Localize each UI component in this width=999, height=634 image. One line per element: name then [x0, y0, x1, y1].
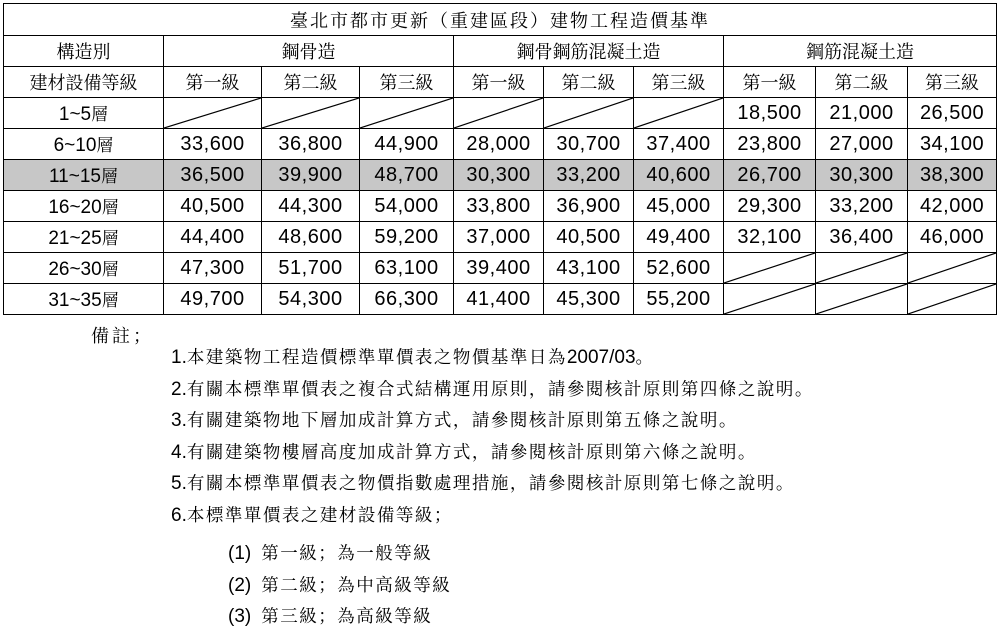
structure-steel: 鋼骨造	[164, 36, 454, 67]
price-cell: 37,400	[634, 129, 724, 160]
floor-suffix: 層	[100, 167, 118, 187]
price-cell: 41,400	[454, 284, 544, 315]
price-cell: 47,300	[164, 253, 262, 284]
floor-suffix: 層	[101, 260, 119, 280]
price-cell: 59,200	[360, 222, 454, 253]
note-text: 本建築物工程造價標準單價表之物價基準日為	[186, 348, 567, 368]
grade-header-cell: 第二級	[262, 67, 360, 98]
grade-definition-item	[228, 603, 432, 628]
floor-range-number: 31~35	[48, 290, 102, 311]
note-item	[171, 376, 814, 401]
grade-header-cell: 第三級	[360, 67, 454, 98]
grade-header-label: 建材設備等級	[4, 67, 164, 98]
note-number: 3.	[171, 410, 187, 431]
price-cell: 40,500	[544, 222, 634, 253]
structure-rc: 鋼筋混凝土造	[724, 36, 997, 67]
floor-range-number: 16~20	[48, 197, 102, 218]
price-cell: 45,000	[634, 191, 724, 222]
grade-header-cell: 第二級	[544, 67, 634, 98]
sub-item-text: 第二級；為中高級等級	[261, 575, 452, 596]
sub-item-number: (3)	[228, 606, 252, 627]
price-cell: 38,300	[908, 160, 997, 191]
price-cell: 49,700	[164, 284, 262, 315]
note-number: 4.	[171, 441, 187, 463]
note-text: 有關本標準單價表之複合式結構運用原則，請參閱核計原則第四條之說明。	[186, 379, 814, 400]
note-item	[171, 502, 453, 527]
price-cell: 51,700	[262, 253, 360, 284]
note-number: 1.	[171, 347, 187, 368]
notes-heading: 備註；	[91, 326, 154, 347]
floor-range-number: 1~5	[58, 104, 92, 125]
price-cell: 37,000	[454, 222, 544, 253]
floor-suffix: 層	[101, 291, 119, 311]
grade-header-cell: 第三級	[908, 67, 997, 98]
price-cell: 33,800	[454, 191, 544, 222]
price-cell: 44,900	[360, 129, 454, 160]
price-cell: 30,300	[816, 160, 908, 191]
sub-item-number: (2)	[228, 574, 252, 596]
price-cell: 27,000	[816, 129, 908, 160]
sub-item-number: (1)	[228, 543, 252, 564]
price-cell: 54,300	[262, 284, 360, 315]
note-text: 有關建築物樓層高度加成計算方式，請參閱核計原則第六條之說明。	[186, 442, 757, 463]
note-text: 。	[635, 348, 655, 368]
price-cell: 36,500	[164, 160, 262, 191]
grade-definition-item	[228, 572, 451, 597]
floor-range-number: 6~10	[53, 135, 97, 156]
floor-suffix: 層	[96, 136, 114, 156]
price-cell: 32,100	[724, 222, 816, 253]
floor-suffix: 層	[101, 229, 119, 249]
grade-definition-item	[228, 540, 432, 565]
price-cell: 28,000	[454, 129, 544, 160]
price-cell: 48,600	[262, 222, 360, 253]
price-cell: 49,400	[634, 222, 724, 253]
price-cell: 21,000	[816, 98, 908, 129]
note-text: 有關建築物地下層加成計算方式，請參閱核計原則第五條之說明。	[186, 411, 738, 431]
price-cell: 63,100	[360, 253, 454, 284]
price-cell: 29,300	[724, 191, 816, 222]
price-cell: 36,900	[544, 191, 634, 222]
price-cell: 52,600	[634, 253, 724, 284]
note-number: 6.	[171, 504, 187, 526]
sub-item-text: 第一級；為一般等級	[261, 544, 433, 564]
price-cell: 30,300	[454, 160, 544, 191]
price-cell: 18,500	[724, 98, 816, 129]
floor-range-number: 26~30	[48, 259, 102, 280]
price-cell: 33,200	[816, 191, 908, 222]
price-cell: 45,300	[544, 284, 634, 315]
price-cell: 33,200	[544, 160, 634, 191]
note-text: 2007/03	[566, 347, 636, 368]
structure-header-label: 構造別	[4, 36, 164, 67]
price-cell: 44,400	[164, 222, 262, 253]
price-cell: 54,000	[360, 191, 454, 222]
note-item	[171, 344, 655, 369]
price-cell: 55,200	[634, 284, 724, 315]
note-text: 有關本標準單價表之物價指數處理措施，請參閱核計原則第七條之說明。	[186, 474, 795, 494]
structure-src: 鋼骨鋼筋混凝土造	[454, 36, 724, 67]
note-text: 本標準單價表之建材設備等級；	[186, 505, 453, 526]
price-cell: 36,400	[816, 222, 908, 253]
price-cell: 66,300	[360, 284, 454, 315]
note-item	[171, 439, 757, 464]
note-number: 5.	[171, 473, 187, 494]
note-number: 2.	[171, 378, 187, 400]
price-cell: 26,700	[724, 160, 816, 191]
grade-header-cell: 第二級	[816, 67, 908, 98]
price-cell: 48,700	[360, 160, 454, 191]
floor-range-number: 21~25	[48, 228, 102, 249]
price-cell: 42,000	[908, 191, 997, 222]
price-cell: 39,900	[262, 160, 360, 191]
grade-header-cell: 第一級	[164, 67, 262, 98]
price-cell: 30,700	[544, 129, 634, 160]
price-cell: 39,400	[454, 253, 544, 284]
note-item	[171, 470, 795, 495]
grade-header-cell: 第一級	[454, 67, 544, 98]
price-cell: 33,600	[164, 129, 262, 160]
table-title: 臺北市都市更新（重建區段）建物工程造價基準	[4, 4, 997, 36]
price-cell: 44,300	[262, 191, 360, 222]
price-cell: 46,000	[908, 222, 997, 253]
sub-item-text: 第三級；為高級等級	[261, 607, 433, 627]
floor-range-number: 11~15	[49, 166, 101, 187]
price-cell: 26,500	[908, 98, 997, 129]
price-cell: 40,600	[634, 160, 724, 191]
note-item	[171, 407, 738, 432]
price-cell: 43,100	[544, 253, 634, 284]
price-cell: 23,800	[724, 129, 816, 160]
floor-suffix: 層	[101, 198, 119, 218]
floor-suffix: 層	[91, 105, 109, 125]
price-cell: 40,500	[164, 191, 262, 222]
grade-header-cell: 第三級	[634, 67, 724, 98]
price-cell: 36,800	[262, 129, 360, 160]
grade-header-cell: 第一級	[724, 67, 816, 98]
price-cell: 34,100	[908, 129, 997, 160]
